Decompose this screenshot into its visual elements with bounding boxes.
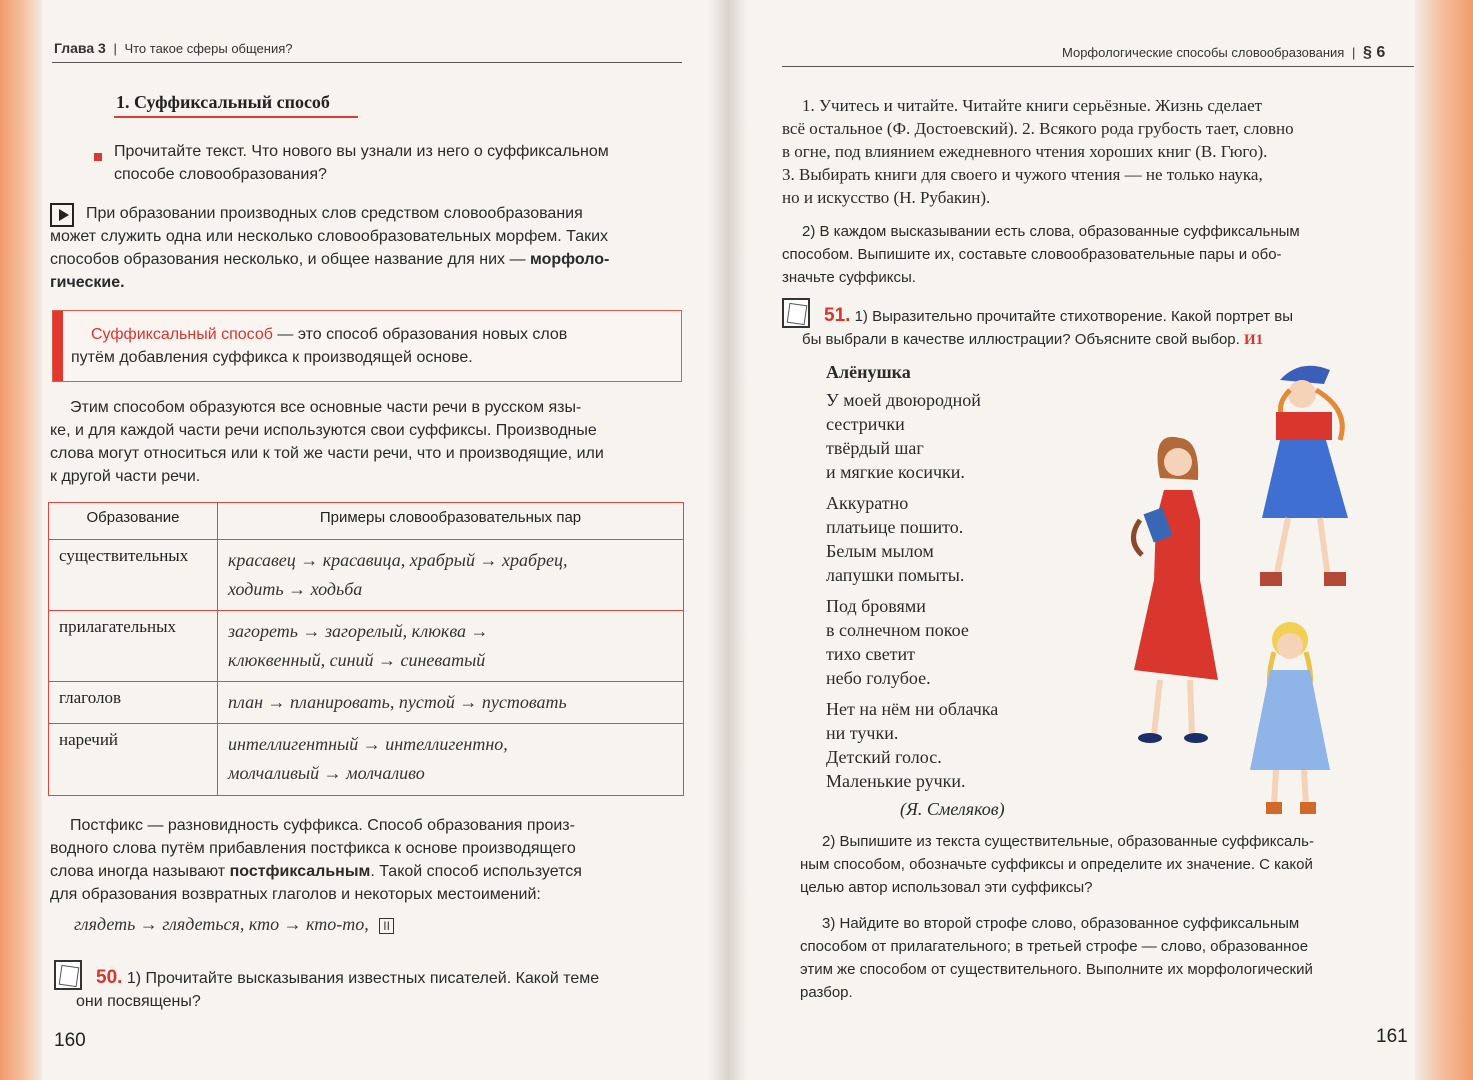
quotes-block: 1. Учитесь и читайте. Читайте книги серьёзные. Жизнь сделает всё остальное (Ф. Достоевский). 2. Всякого рода грубость тает, словно в огне, под влиянием ежедневного чтения хороших книг (В. Гюго). 3. Выбирать книги для своего и чужого чтения — не только наука, но и искусство (Н. Рубакин).	[782, 96, 1294, 207]
task-mark: И1	[1243, 332, 1264, 348]
task-50-part-2: 2) В каждом высказывании есть слова, образованные суффиксальным способом. Выпишите их, составьте словообразовательные пары и обо- значьте суффиксы.	[782, 223, 1300, 286]
table-row: наречий интеллигентный → интеллигентно, молчаливый → молчаливо	[49, 724, 684, 796]
chapter-label: Глава 3	[54, 40, 106, 56]
book-gutter	[708, 0, 748, 1080]
section-title-underline	[114, 116, 358, 118]
paragraph-parts-of-speech: Этим способом образуются все основные части речи в русском язы- ке, и для каждой части речи используются свои суффиксы. Производные слова могут относиться или к той же части речи, что и производящие, или к другой части речи.	[50, 399, 604, 485]
poem-stanza: Нет на нём ни облачка ни тучки. Детский голос. Маленькие ручки.	[826, 699, 999, 791]
page-edge-right	[1415, 0, 1473, 1080]
table-row: существительных красавец → красавица, храбрый → храбрец, ходить → ходьба	[49, 540, 684, 611]
paragraph-postfix: Постфикс — разновидность суффикса. Способ образования произ- водного слова путём прибавления постфикса к основе производящего слова иногда называют постфиксальным. Такой способ используется для образования возвратных глаголов и некоторых местоимений:	[50, 817, 582, 903]
column-header: Образование	[49, 503, 218, 540]
poem-author: (Я. Смеляков)	[900, 799, 1005, 819]
task-51-part-2: 2) Выпишите из текста существительные, образованные суффиксаль- ным способом, обозначьте суффиксы и определите их значение. С какой целью автор использовал эти суффиксы?	[800, 833, 1314, 896]
poem	[826, 360, 1126, 821]
definition-term: Суффиксальный способ	[91, 326, 273, 343]
poem-stanza: Аккуратно платьице пошито. Белым мылом лапушки помыты.	[826, 493, 965, 585]
term-morphological: морфоло-	[529, 251, 610, 268]
poem-title: Алёнушка	[826, 362, 911, 382]
girl-red-dress	[1133, 437, 1218, 743]
table-header-row	[49, 503, 684, 540]
girl-blue-pinafore	[1260, 366, 1348, 586]
task-50: 50. 1) Прочитайте высказывания известных писателей. Какой теме они посвящены?	[76, 967, 600, 1010]
section-number: § 6	[1362, 44, 1386, 61]
poem-stanza: У моей двоюродной сестрички твёрдый шаг и мягкие косички.	[826, 390, 981, 482]
table-row: прилагательных загореть → загорелый, клюква → клюквенный, синий → синеватый	[49, 611, 684, 682]
girl-light-blue-dress	[1250, 622, 1330, 814]
task-prompt: Прочитайте текст. Что нового вы узнали из него о суффиксальном способе словообразования?	[114, 143, 609, 183]
page-edge-left	[0, 0, 42, 1080]
header-separator: |	[113, 41, 117, 56]
roman-numeral-marker: II	[379, 918, 394, 934]
task-51: 51. 1) Выразительно прочитайте стихотворение. Какой портрет вы бы выбрали в качестве иллюстрации? Объясните свой выбор. И1	[802, 305, 1294, 348]
postfix-example: глядеть → глядеться, кто → кто-то, II	[74, 910, 394, 941]
section-title: 1. Суффиксальный способ	[116, 92, 330, 112]
header-rule	[782, 66, 1414, 67]
section-header-title: Морфологические способы словообразования	[1062, 45, 1345, 60]
header-rule	[52, 62, 682, 63]
task-51-number: 51.	[824, 305, 851, 326]
page-number-left: 160	[54, 1030, 86, 1051]
girls-illustration	[1120, 350, 1420, 825]
task-51-part-3: 3) Найдите во второй строфе слово, образованное суффиксальным способом от прилагательного; в третьей строфе — слово, образованное этим же способом от существительного. Выполните их морфологический разбор.	[800, 915, 1313, 1001]
table-row: глаголов план → планировать, пустой → пустовать	[49, 682, 684, 724]
definition-accent-bar	[53, 311, 63, 381]
definition-box: Суффиксальный способ — это способ образования новых слов путём добавления суффикса к производящей основе.	[52, 310, 682, 382]
left-running-header	[54, 40, 293, 56]
bullet-square-icon	[94, 148, 102, 166]
task-50-number: 50.	[96, 967, 123, 988]
word-formation-table	[48, 502, 684, 796]
right-running-header: Морфологические способы словообразования | § 6	[1062, 44, 1386, 61]
term-postfixal: постфиксальным	[229, 863, 371, 880]
exercise-icon	[54, 960, 82, 990]
column-header: Примеры словообразовательных пар	[218, 503, 684, 540]
chapter-title: Что такое сферы общения?	[124, 41, 293, 56]
intro-paragraph: При образовании производных слов средством словообразования может служить одна или несколько словообразовательных морфем. Таких способов образования несколько, и общее название для них — морфоло- гические.	[50, 205, 610, 291]
page-number-right: 161	[1376, 1026, 1408, 1047]
poem-stanza: Под бровями в солнечном покое тихо светит небо голубое.	[826, 596, 969, 688]
